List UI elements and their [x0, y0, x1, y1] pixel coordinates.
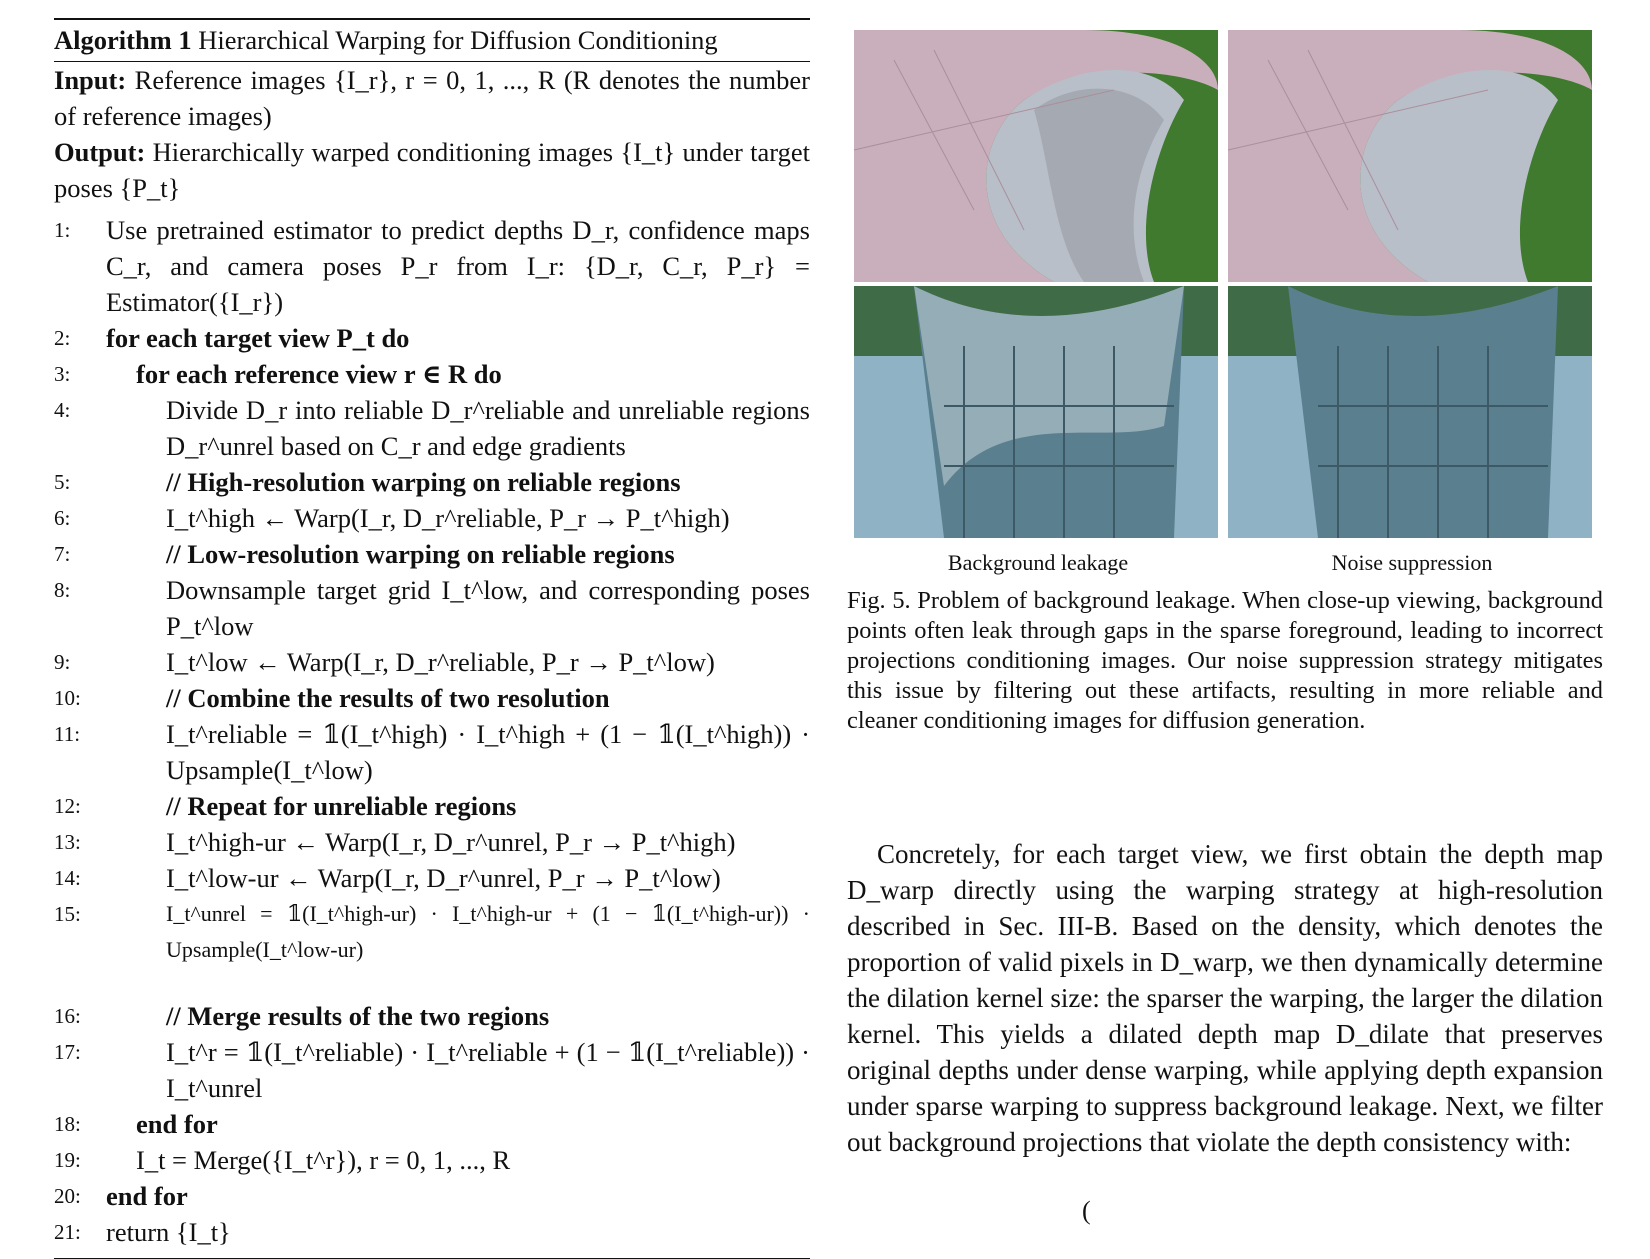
algorithm-steps — [54, 212, 810, 1250]
line-number: 18: — [54, 1112, 81, 1136]
figure-5 — [854, 30, 1594, 538]
line-number: 9: — [54, 650, 71, 674]
line-number: 8: — [54, 578, 71, 602]
line-number: 13: — [54, 830, 81, 854]
line-number: 3: — [54, 362, 71, 386]
algorithm-line — [54, 860, 810, 896]
line-text: return {I_t} — [106, 1217, 231, 1247]
line-text: I_t^high ← Warp(I_r, D_r^reliable, P_r → P_t^high) — [166, 503, 730, 533]
algorithm-line — [54, 644, 810, 680]
line-number: 15: — [54, 902, 81, 926]
algorithm-line — [54, 392, 810, 464]
algorithm-label: Algorithm 1 — [54, 25, 192, 55]
line-number: 6: — [54, 506, 71, 530]
line-text: for each target view P_t do — [106, 323, 410, 353]
algorithm-io — [54, 62, 810, 206]
line-number: 11: — [54, 722, 81, 746]
algorithm-line — [54, 1214, 810, 1250]
algorithm-title — [54, 20, 810, 61]
algorithm-line — [54, 896, 810, 968]
line-number: 7: — [54, 542, 71, 566]
algorithm-line — [54, 1034, 810, 1106]
body-paragraph: Concretely, for each target view, we first obtain the depth map D_warp directly using the warping strategy at high-resolution described in Sec. III-B. Based on the density, which denotes the proportion of valid pixels in D_warp, we then dynamically determine the dilation kernel size: the sparser the warping, the larger the dilation kernel. This yields a dilated depth map D_dilate that preserves original depths under dense warping, while applying depth expansion under sparse warping to suppress background leakage. Next, we filter out background projections that violate the depth consistency with: — [847, 839, 1603, 1157]
line-number: 21: — [54, 1220, 81, 1244]
algorithm-spacer — [54, 968, 810, 998]
image-top-leakage — [854, 30, 1218, 282]
output-text: Hierarchically warped conditioning images {I_t} under target poses {P_t} — [54, 137, 810, 203]
algorithm-line — [54, 356, 810, 392]
line-number: 5: — [54, 470, 71, 494]
line-text: I_t = Merge({I_t^r}), r = 0, 1, ..., R — [136, 1145, 511, 1175]
line-text: Use pretrained estimator to predict depths D_r, confidence maps C_r, and camera poses P_r from I_r: {D_r, C_r, P_r} = Estimator({I_r}) — [106, 215, 810, 317]
line-number: 14: — [54, 866, 81, 890]
line-text: end for — [136, 1109, 218, 1139]
line-text: // High-resolution warping on reliable regions — [166, 467, 681, 497]
algorithm-line — [54, 998, 810, 1034]
algorithm-line — [54, 1142, 810, 1178]
line-text: I_t^reliable = 𝟙(I_t^high) · I_t^high + (1 − 𝟙(I_t^high)) · Upsample(I_t^low) — [166, 719, 810, 785]
image-bottom-leakage — [854, 286, 1218, 538]
line-text: I_t^low ← Warp(I_r, D_r^reliable, P_r → P_t^low) — [166, 647, 715, 677]
line-number: 4: — [54, 398, 71, 422]
equation-fragment: ( — [1082, 1196, 1091, 1225]
line-text: I_t^unrel = 𝟙(I_t^high-ur) · I_t^high-ur + (1 − 𝟙(I_t^high-ur)) · Upsample(I_t^low-ur) — [166, 901, 810, 962]
algorithm-line — [54, 536, 810, 572]
line-text: I_t^r = 𝟙(I_t^reliable) · I_t^reliable + (1 − 𝟙(I_t^reliable)) · I_t^unrel — [166, 1037, 810, 1103]
line-text: // Low-resolution warping on reliable regions — [166, 539, 675, 569]
line-number: 1: — [54, 218, 71, 242]
line-text: // Repeat for unreliable regions — [166, 791, 517, 821]
line-number: 10: — [54, 686, 81, 710]
line-text: Downsample target grid I_t^low, and corresponding poses P_t^low — [166, 575, 810, 641]
line-number: 12: — [54, 794, 81, 818]
line-number: 2: — [54, 326, 71, 350]
algorithm-line — [54, 320, 810, 356]
image-top-clean — [1228, 30, 1592, 282]
algorithm-line — [54, 716, 810, 788]
algorithm-line — [54, 1106, 810, 1142]
figure-caption: Fig. 5. Problem of background leakage. When close-up viewing, background points often leak through gaps in the sparse foreground, leading to incorrect projections conditioning images. Our noise suppression strategy mitigates this issue by filtering out these artifacts, resulting in more reliable and cleaner conditioning images for diffusion generation. — [847, 587, 1603, 734]
algorithm-output — [54, 134, 810, 206]
algorithm-line — [54, 212, 810, 320]
image-bottom-clean — [1228, 286, 1592, 538]
algorithm-line — [54, 1178, 810, 1214]
line-number: 19: — [54, 1148, 81, 1172]
output-label: Output: — [54, 137, 146, 167]
algorithm-title-text: Hierarchical Warping for Diffusion Conditioning — [198, 25, 718, 55]
figure-label-right: Noise suppression — [1331, 550, 1493, 575]
algorithm-line — [54, 464, 810, 500]
line-text: // Combine the results of two resolution — [166, 683, 610, 713]
line-number: 20: — [54, 1184, 81, 1208]
line-text: // Merge results of the two regions — [166, 1001, 550, 1031]
input-text: Reference images {I_r}, r = 0, 1, ..., R (R denotes the number of reference images) — [54, 65, 811, 131]
line-text: end for — [106, 1181, 188, 1211]
algorithm-line — [54, 572, 810, 644]
algorithm-line — [54, 788, 810, 824]
line-text: Divide D_r into reliable D_r^reliable and unreliable regions D_r^unrel based on C_r and edge gradients — [166, 395, 810, 461]
body-text — [847, 836, 1603, 1160]
figure-label-left: Background leakage — [947, 550, 1129, 575]
algorithm-block — [54, 18, 810, 1259]
input-label: Input: — [54, 65, 127, 95]
line-text: for each reference view r ∈ R do — [136, 359, 502, 389]
line-text: I_t^high-ur ← Warp(I_r, D_r^unrel, P_r → P_t^high) — [166, 827, 736, 857]
algorithm-input — [54, 62, 810, 134]
algorithm-line — [54, 680, 810, 716]
line-text: I_t^low-ur ← Warp(I_r, D_r^unrel, P_r → P_t^low) — [166, 863, 721, 893]
algorithm-line — [54, 500, 810, 536]
line-number: 17: — [54, 1040, 81, 1064]
algorithm-line — [54, 824, 810, 860]
net-structure — [1288, 286, 1558, 538]
line-number: 16: — [54, 1004, 81, 1028]
